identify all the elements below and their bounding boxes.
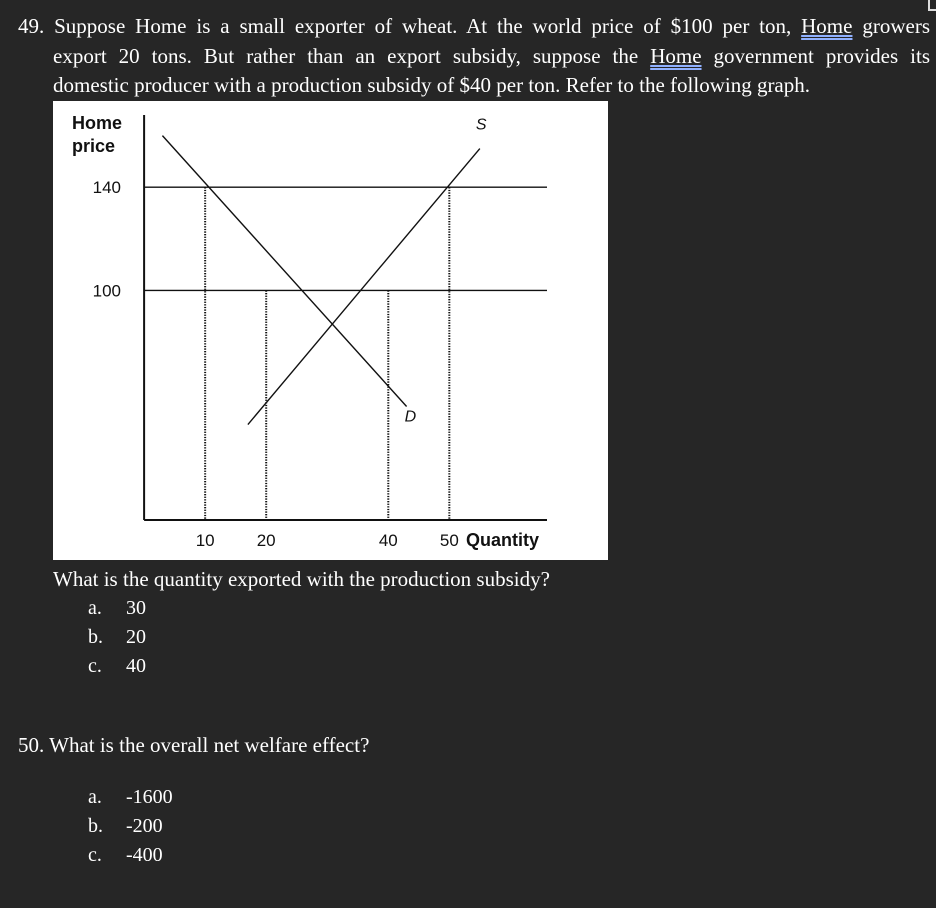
question-number: 49. — [18, 14, 45, 38]
q49-option-0[interactable] — [88, 594, 146, 623]
y-tick-label: 140 — [92, 178, 121, 198]
demand-curve-label: D — [404, 408, 417, 426]
x-tick-label: 40 — [378, 531, 398, 550]
demand-curve — [162, 136, 406, 407]
supply-curve-label: S — [475, 116, 487, 134]
option-text: 40 — [126, 655, 146, 677]
question-49-options — [88, 594, 146, 681]
option-text: 20 — [126, 626, 146, 648]
question-49-subquestion: What is the quantity exported with the production subsidy? — [53, 567, 550, 591]
option-letter: b. — [88, 815, 103, 837]
question-49-line-3: domestic producer with a production subsidy of $40 per ton. Refer to the following graph. — [53, 73, 811, 97]
question-50 — [18, 733, 369, 758]
q49-option-2[interactable] — [88, 652, 146, 681]
option-letter: c. — [88, 844, 102, 866]
x-tick-label: 10 — [195, 531, 215, 550]
option-letter: c. — [88, 655, 102, 677]
question-50-text: What is the overall net welfare effect? — [49, 733, 370, 757]
option-letter: a. — [88, 597, 102, 619]
q50-option-1[interactable] — [88, 812, 173, 841]
question-49-line-1: 49. Suppose Home is a small exporter of wheat. At the world price of $100 per ton, Home growers — [18, 14, 930, 38]
option-text: -200 — [126, 815, 163, 837]
window-edge-marker — [928, 0, 936, 11]
y-axis-label-price: price — [72, 136, 116, 156]
chart-svg — [53, 101, 608, 560]
y-tick-label: 100 — [92, 281, 121, 301]
x-axis-label: Quantity — [466, 530, 540, 550]
question-49 — [18, 12, 930, 101]
supply-demand-graph — [53, 101, 608, 560]
q50-option-0[interactable] — [88, 783, 173, 812]
x-tick-label: 50 — [439, 531, 459, 550]
home-link[interactable]: Home — [801, 14, 853, 38]
q49-option-1[interactable] — [88, 623, 146, 652]
x-tick-label: 20 — [256, 531, 276, 550]
home-link[interactable]: Home — [650, 43, 702, 68]
option-text: -1600 — [126, 786, 173, 808]
option-text: 30 — [126, 597, 146, 619]
option-letter: b. — [88, 626, 103, 648]
supply-curve — [248, 149, 480, 425]
question-number: 50. — [18, 733, 45, 757]
y-axis-label-home: Home — [72, 113, 123, 133]
option-text: -400 — [126, 844, 163, 866]
q50-option-2[interactable] — [88, 841, 173, 870]
option-letter: a. — [88, 786, 102, 808]
question-50-options — [88, 783, 173, 870]
question-49-line-2: export 20 tons. But rather than an export subsidy, suppose the Home government provides its — [53, 43, 930, 68]
